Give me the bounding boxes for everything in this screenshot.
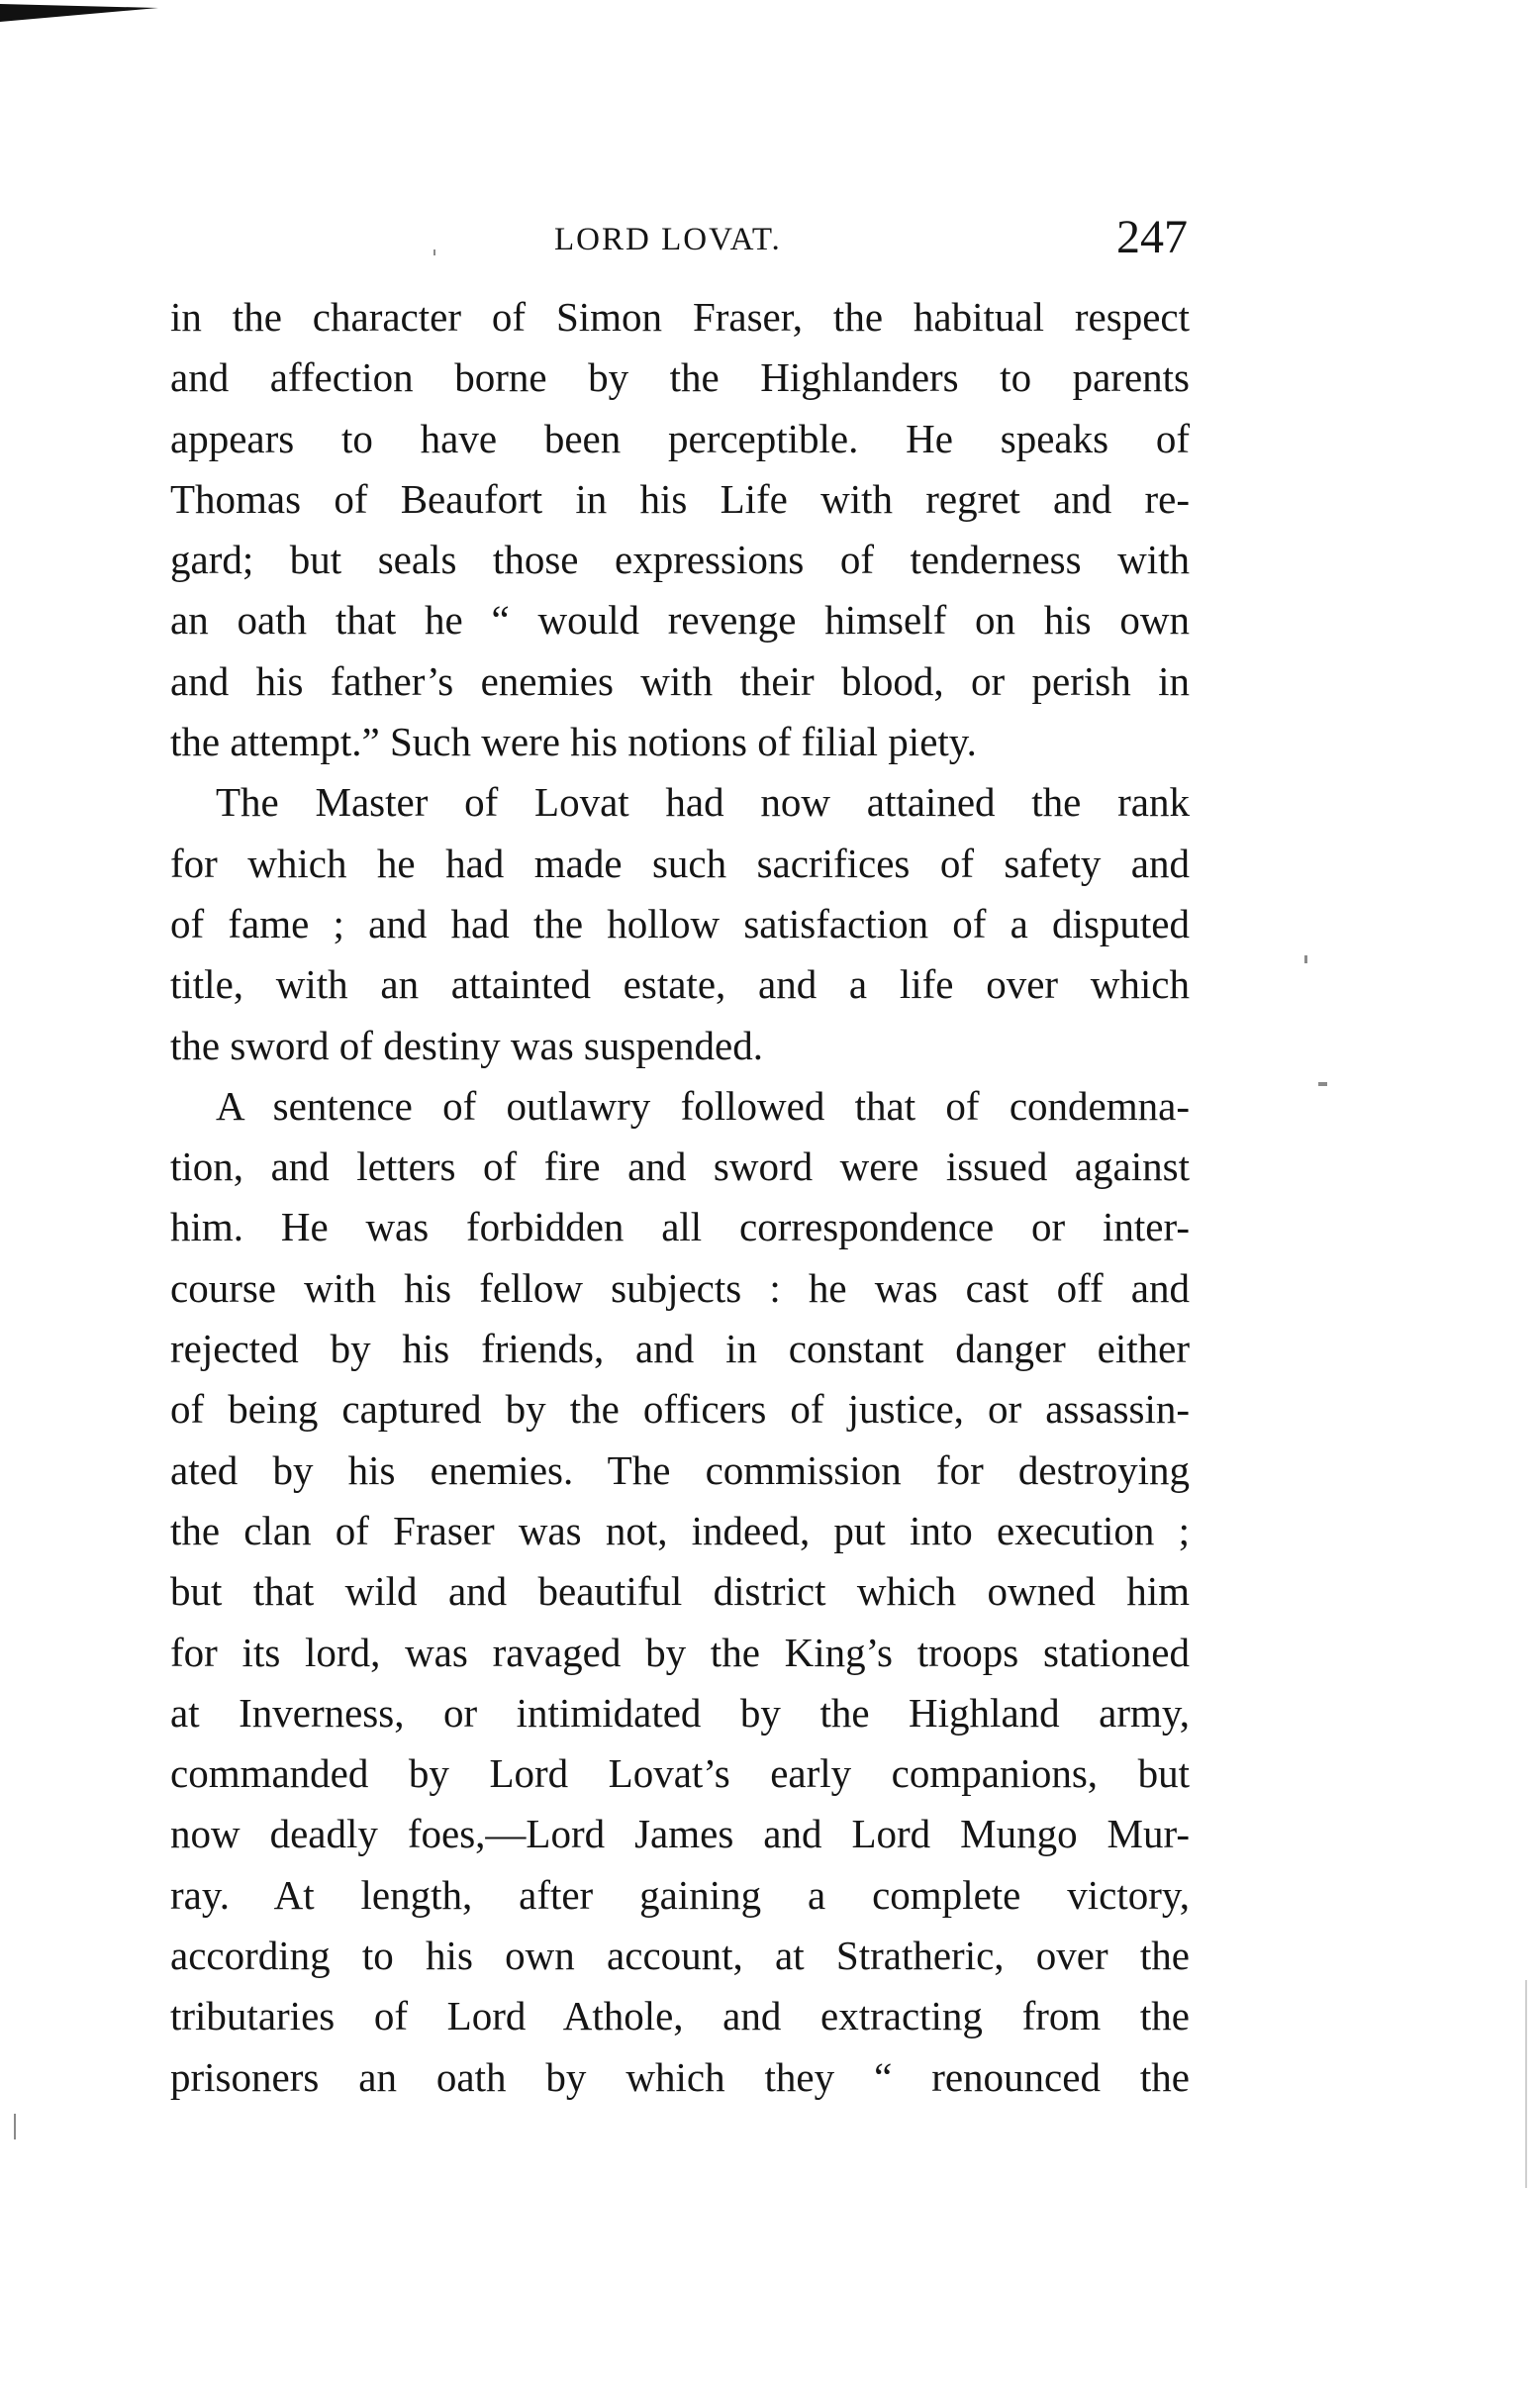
scan-speck <box>1525 1980 1527 2188</box>
text-line: and affection borne by the Highlanders to parents <box>170 354 1190 401</box>
text-line: rejected by his friends, and in constant danger either <box>170 1326 1190 1372</box>
page-number: 247 <box>1116 211 1188 263</box>
text-line: ated by his enemies. The commission for destroying <box>170 1446 1190 1493</box>
text-line: now deadly foes,—Lord James and Lord Mungo Mur- <box>170 1811 1190 1857</box>
scan-speck <box>1304 955 1307 963</box>
text-line: for its lord, was ravaged by the King’s troops stationed <box>170 1629 1190 1675</box>
text-line: for which he had made such sacrifices of safety and <box>170 840 1190 886</box>
text-line: of fame ; and had the hollow satisfaction of a disputed <box>170 900 1190 946</box>
text-line: and his father’s enemies with their blood, or perish in <box>170 657 1190 704</box>
text-line: the sword of destiny was suspended. <box>170 1022 763 1068</box>
text-line: appears to have been perceptible. He speaks of <box>170 415 1190 461</box>
text-line: course with his fellow subjects : he was cast off and <box>170 1264 1190 1311</box>
scan-speck <box>433 249 435 255</box>
text-line: in the character of Simon Fraser, the habitual respect <box>170 294 1190 340</box>
body-text <box>170 287 1190 2108</box>
text-line: tributaries of Lord Athole, and extracting from the <box>170 1993 1190 2039</box>
text-line: prisoners an oath by which they “ renounced the <box>170 2053 1190 2100</box>
page-header <box>168 210 1188 269</box>
text-line: the attempt.” Such were his notions of filial piety. <box>170 719 977 765</box>
text-line: gard; but seals those expressions of tenderness with <box>170 537 1190 583</box>
text-line: according to his own account, at Stratheric, over the <box>170 1933 1190 1979</box>
text-line: him. He was forbidden all correspondence or inter- <box>170 1204 1190 1250</box>
text-line: of being captured by the officers of justice, or assassin- <box>170 1386 1190 1433</box>
text-line: A sentence of outlawry followed that of condemna- <box>216 1082 1190 1129</box>
running-title: LORD LOVAT. <box>554 222 782 257</box>
text-line: at Inverness, or intimidated by the Highland army, <box>170 1689 1190 1736</box>
text-line: Thomas of Beaufort in his Life with regret and re- <box>170 475 1190 522</box>
scan-speck <box>1318 1082 1327 1086</box>
text-line: The Master of Lovat had now attained the rank <box>216 779 1190 826</box>
scan-corner-mark <box>0 0 158 30</box>
text-line: an oath that he “ would revenge himself on his own <box>170 597 1190 644</box>
text-line: commanded by Lord Lovat’s early companions, but <box>170 1750 1190 1797</box>
text-line: the clan of Fraser was not, indeed, put into execution ; <box>170 1507 1190 1553</box>
text-line: ray. At length, after gaining a complete victory, <box>170 1871 1190 1918</box>
text-line: tion, and letters of fire and sword were issued against <box>170 1143 1190 1190</box>
text-line: title, with an attainted estate, and a life over which <box>170 961 1190 1008</box>
text-line: but that wild and beautiful district which owned him <box>170 1568 1190 1615</box>
scan-speck <box>14 2114 16 2139</box>
